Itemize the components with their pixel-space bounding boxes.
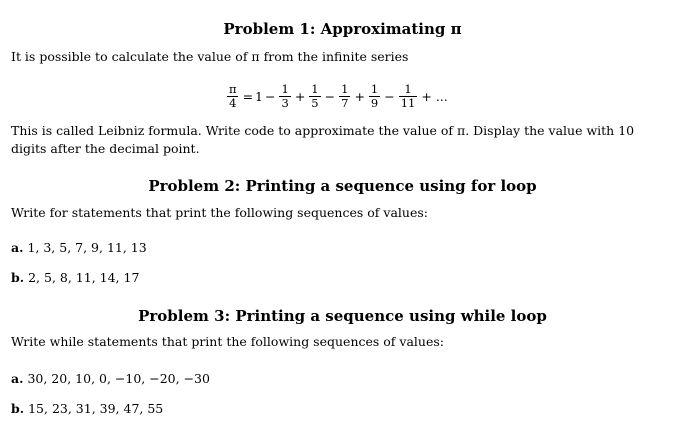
item-text: 15, 23, 31, 39, 47, 55 <box>28 401 164 416</box>
problem3-item-b <box>11 401 163 416</box>
problem2-item-a <box>11 240 147 255</box>
formula-term <box>279 83 290 110</box>
formula-operator: − <box>324 88 336 104</box>
problem3-title: Problem 3: Printing a sequence using while loop <box>138 307 547 325</box>
formula-tail: + ... <box>421 88 448 104</box>
formula-term-denominator: 9 <box>370 95 379 110</box>
formula-lhs-fraction <box>227 83 239 110</box>
problem1-body: This is called Leibniz formula. Write code to approximate the value of π. Display the value with 10 digits after the decimal point. <box>11 123 635 156</box>
formula-term-denominator: 3 <box>281 95 289 110</box>
formula-one: 1 <box>255 88 263 104</box>
formula-operator: − <box>384 88 395 104</box>
item-text: 2, 5, 8, 11, 14, 17 <box>28 270 140 285</box>
problem2-intro: Write for statements that print the following sequences of values: <box>11 205 428 220</box>
formula-term-denominator: 7 <box>341 95 349 110</box>
formula-term-denominator: 11 <box>400 95 416 110</box>
formula-term <box>339 83 350 110</box>
item-label: b. <box>11 270 25 285</box>
formula-term-numerator: 1 <box>341 81 349 96</box>
problem3-item-a <box>11 371 210 386</box>
item-label: a. <box>11 240 24 255</box>
formula-term-numerator: 1 <box>281 81 289 96</box>
problem1-title: Problem 1: Approximating π <box>223 20 462 38</box>
formula-operator: + <box>354 88 365 104</box>
formula-operator: + <box>294 88 306 104</box>
formula-term-numerator: 1 <box>370 81 379 96</box>
formula-operator: − <box>265 88 276 104</box>
item-text: 30, 20, 10, 0, −10, −20, −30 <box>27 371 210 386</box>
formula-lhs-numerator: π <box>229 81 237 96</box>
formula-equals: = <box>242 88 254 104</box>
formula-term <box>309 83 320 110</box>
problem1-intro: It is possible to calculate the value of π from the infinite series <box>11 49 409 64</box>
item-label: a. <box>11 371 24 386</box>
formula-term <box>399 83 418 110</box>
formula-lhs-denominator: 4 <box>229 95 237 110</box>
problem3-intro: Write while statements that print the following sequences of values: <box>11 334 444 349</box>
formula-term <box>369 83 380 110</box>
problem2-item-b <box>11 270 139 285</box>
formula-term-numerator: 1 <box>404 81 412 96</box>
leibniz-formula <box>225 78 450 114</box>
formula-term-numerator: 1 <box>311 81 319 96</box>
formula-term-denominator: 5 <box>311 95 319 110</box>
problem2-title: Problem 2: Printing a sequence using for loop <box>148 177 537 195</box>
item-text: 1, 3, 5, 7, 9, 11, 13 <box>27 240 147 255</box>
item-label: b. <box>11 401 25 416</box>
